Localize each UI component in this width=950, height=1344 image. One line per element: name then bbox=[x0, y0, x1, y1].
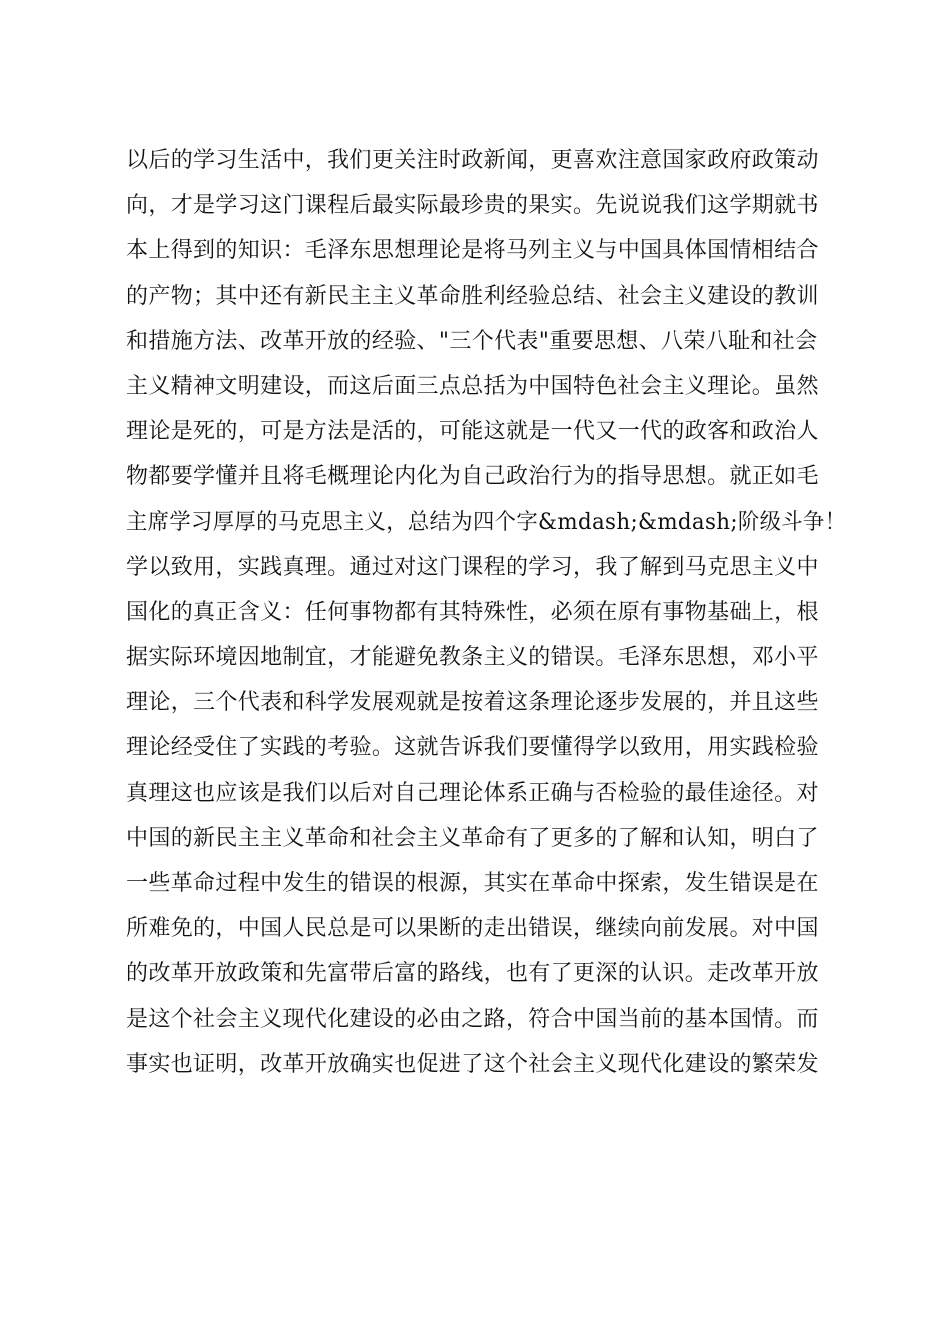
text-line: 以后的学习生活中，我们更关注时政新闻，更喜欢注意国家政府政策动 bbox=[126, 148, 819, 173]
text-line: 主席学习厚厚的马克思主义，总结为四个字&mdash;&mdash;阶级斗争！ bbox=[126, 509, 847, 535]
text-line: 理论经受住了实践的考验。这就告诉我们要懂得学以致用，用实践检验 bbox=[126, 735, 819, 761]
text-line: 的改革开放政策和先富带后富的路线，也有了更深的认识。走改革开放 bbox=[126, 961, 819, 987]
text-line: 是这个社会主义现代化建设的必由之路，符合中国当前的基本国情。而 bbox=[126, 1006, 819, 1032]
text-line: 主义精神文明建设，而这后面三点总括为中国特色社会主义理论。虽然 bbox=[126, 373, 819, 399]
text-line: 事实也证明，改革开放确实也促进了这个社会主义现代化建设的繁荣发 bbox=[126, 1051, 819, 1077]
text-line: 学以致用，实践真理。通过对这门课程的学习，我了解到马克思主义中 bbox=[126, 554, 819, 580]
text-line: 本上得到的知识：毛泽东思想理论是将马列主义与中国具体国情相结合 bbox=[126, 238, 819, 264]
text-line: 理论，三个代表和科学发展观就是按着这条理论逐步发展的，并且这些 bbox=[126, 690, 819, 716]
text-line: 的产物；其中还有新民主主义革命胜利经验总结、社会主义建设的教训 bbox=[126, 283, 819, 309]
text-line: 所难免的，中国人民总是可以果断的走出错误，继续向前发展。对中国 bbox=[126, 916, 819, 942]
text-line: 和措施方法、改革开放的经验、"三个代表"重要思想、八荣八耻和社会 bbox=[126, 328, 818, 354]
text-line: 一些革命过程中发生的错误的根源，其实在革命中探索，发生错误是在 bbox=[126, 871, 819, 896]
text-line: 据实际环境因地制宜，才能避免教条主义的错误。毛泽东思想，邓小平 bbox=[126, 645, 819, 671]
text-line: 物都要学懂并且将毛概理论内化为自己政治行为的指导思想。就正如毛 bbox=[126, 464, 819, 490]
body-text bbox=[126, 138, 846, 1087]
text-line: 中国的新民主主义革命和社会主义革命有了更多的了解和认知，明白了 bbox=[126, 825, 819, 851]
text-line: 向，才是学习这门课程后最实际最珍贵的果实。先说说我们这学期就书 bbox=[126, 193, 819, 219]
text-line: 真理这也应该是我们以后对自己理论体系正确与否检验的最佳途径。对 bbox=[126, 780, 819, 806]
text-line: 国化的真正含义：任何事物都有其特殊性，必须在原有事物基础上，根 bbox=[126, 599, 819, 625]
text-line: 理论是死的，可是方法是活的，可能这就是一代又一代的政客和政治人 bbox=[126, 419, 819, 445]
